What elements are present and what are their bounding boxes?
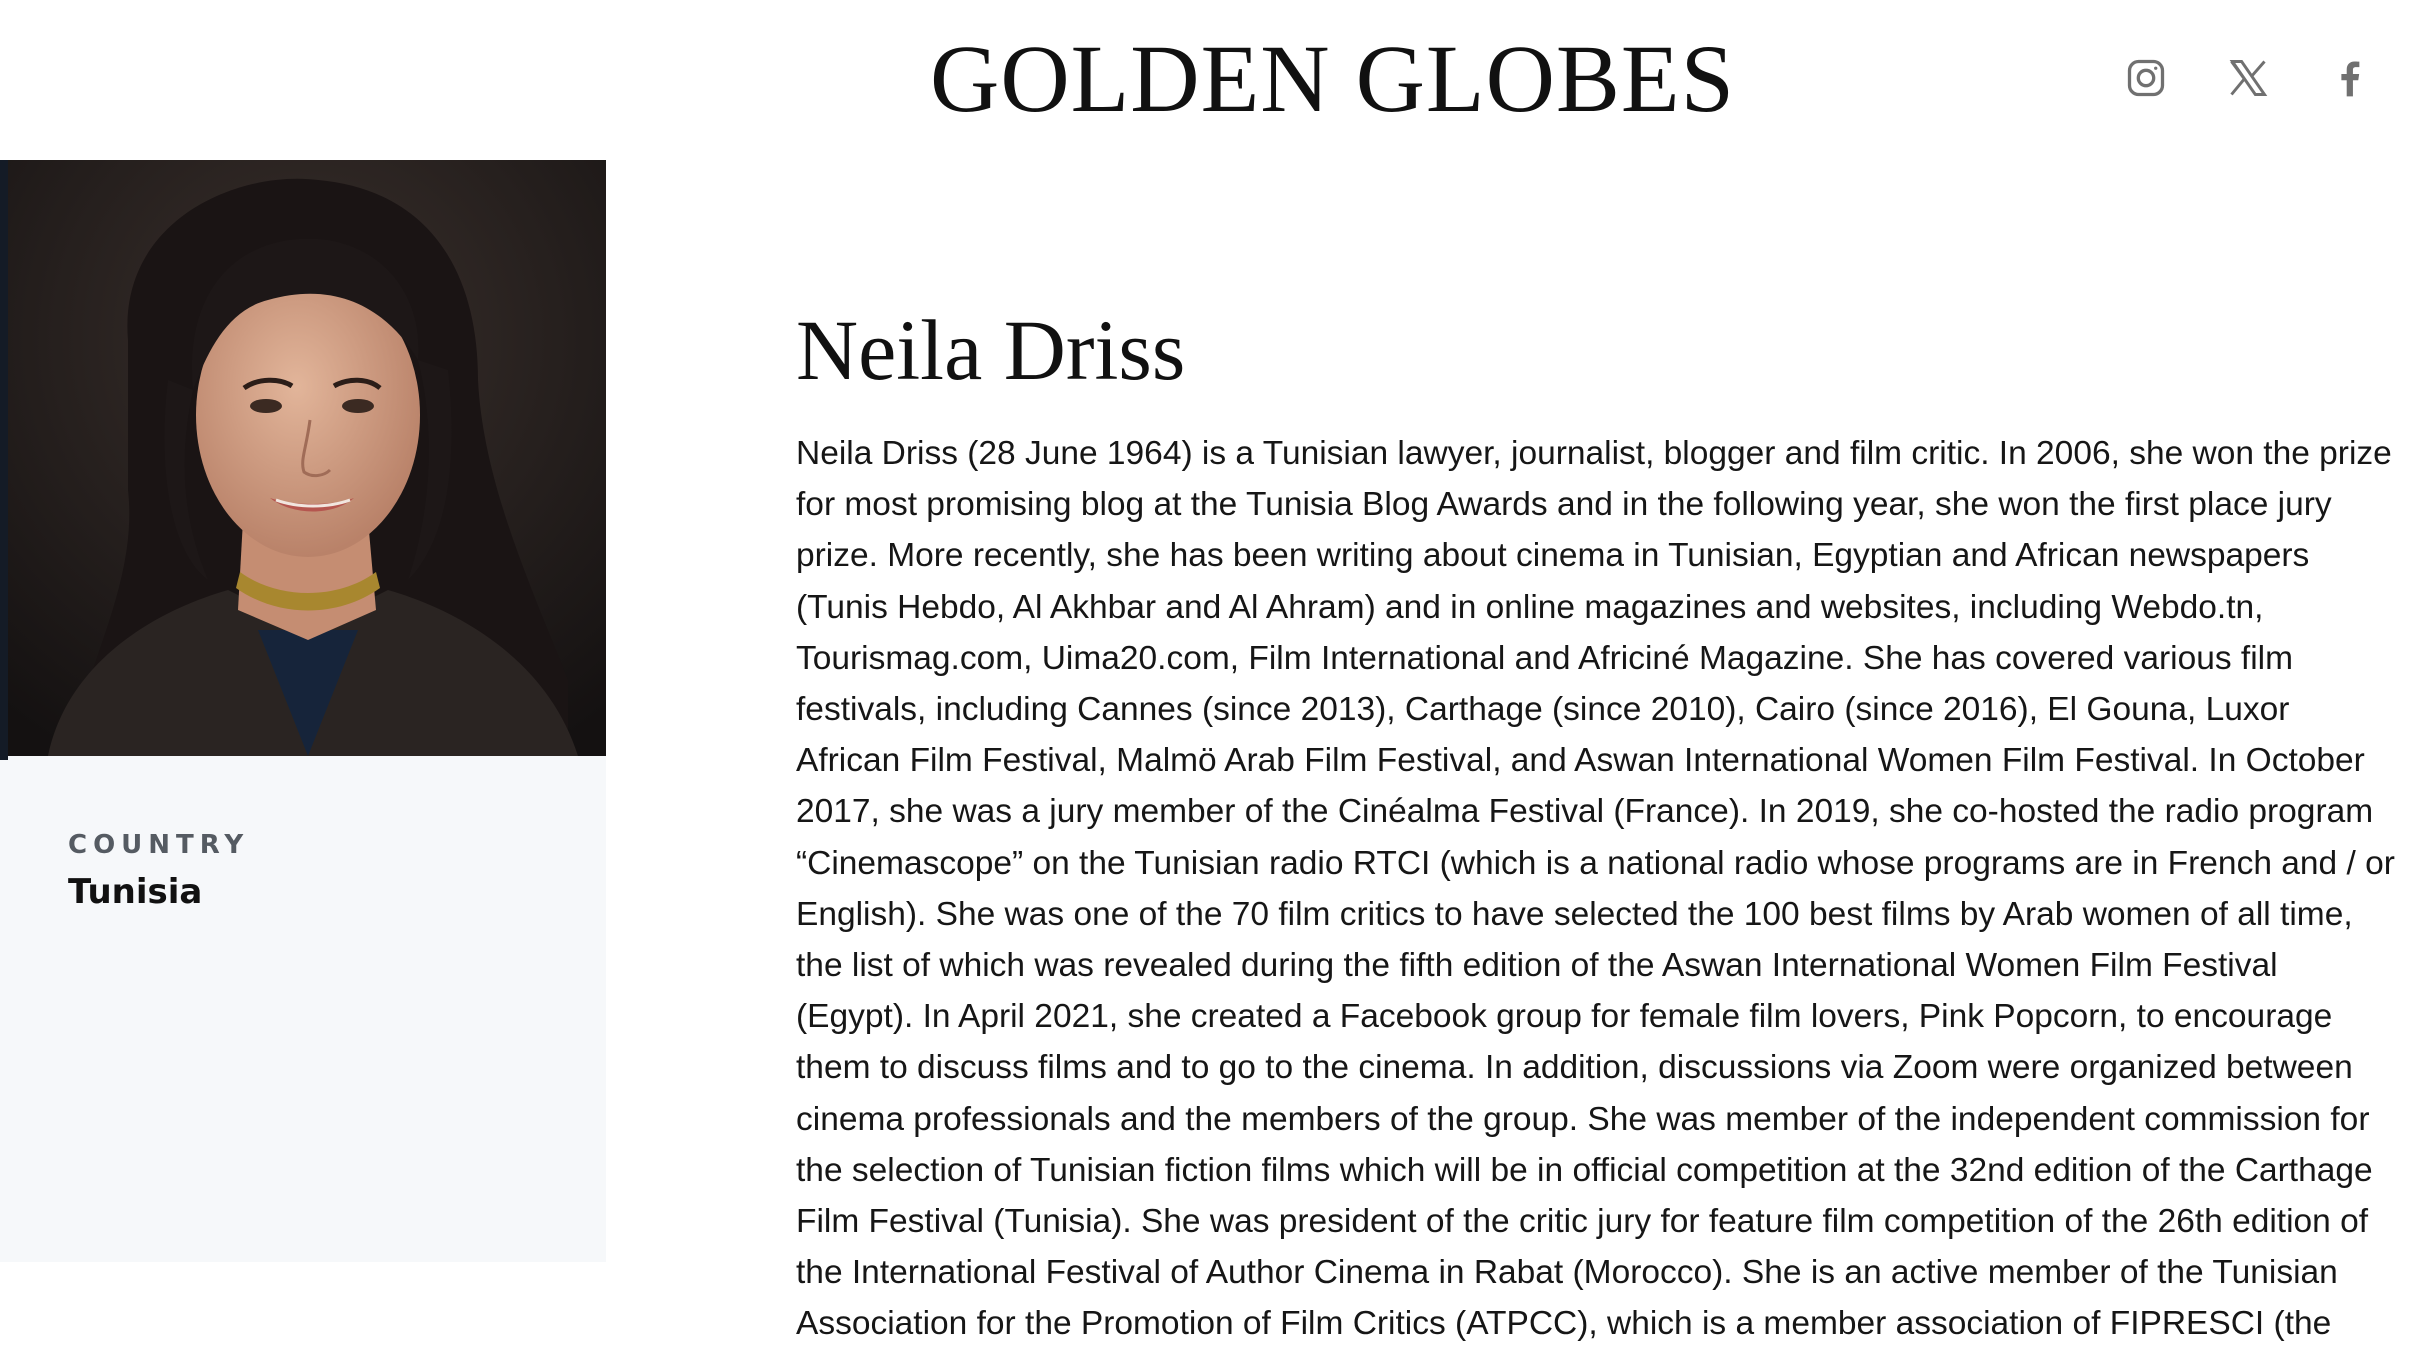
country-value: Tunisia (68, 872, 203, 912)
profile-name: Neila Driss (796, 302, 1186, 398)
country-label: COUNTRY (68, 830, 250, 860)
profile-bio: Neila Driss (28 June 1964) is a Tunisian lawyer, journalist, blogger and film critic. In 2006, she won the prize for most promising blog at the Tunisia Blog Awards and in the following year, she won the first place jury prize. More recently, she has been writing about cinema in Tunisian, Egyptian and African newspapers (Tunis Hebdo, Al Akhbar and Al Ahram) and in online magazines and websites, including Webdo.tn, Tourismag.com, Uima20.com, Film International and Africiné Magazine. She has covered various film festivals, including Cannes (since 2013), Carthage (since 2010), Cairo (since 2016), El Gouna, Luxor African Film Festival, Malmö Arab Film Festival, and Aswan International Women Film Festival. In October 2017, she was a jury member of the Cinéalma Festival (France). In 2019, she co-hosted the radio program “Cinemascope” on the Tunisian radio RTCI (which is a national radio whose programs are in French and / or English). She was one of the 70 film critics to have selected the 100 best films by Arab women of all time, the list of which was revealed during the fifth edition of the Aswan International Women Film Festival (Egypt). In April 2021, she created a Facebook group for female film lovers, Pink Popcorn, to encourage them to discuss films and to go to the cinema. In addition, discussions via Zoom were organized between cinema professionals and the members of the group. She was member of the independent commission for the selection of Tunisian fiction films which will be in official competition at the 32nd edition of the Carthage Film Festival (Tunisia). She was president of the critic jury for feature film competition of the 26th edition of the International Festival of Author Cinema in Rabat (Morocco). She is an active member of the Tunisian Association for the Promotion of Film Critics (ATPCC), which is a member association of FIPRESCI (the (796, 435, 2395, 1343)
profile-photo (8, 160, 606, 756)
golden-globes-logo[interactable]: GOLDEN GLOBES (930, 25, 1735, 132)
profile-content (796, 0, 2396, 1343)
image-edge (0, 160, 8, 760)
